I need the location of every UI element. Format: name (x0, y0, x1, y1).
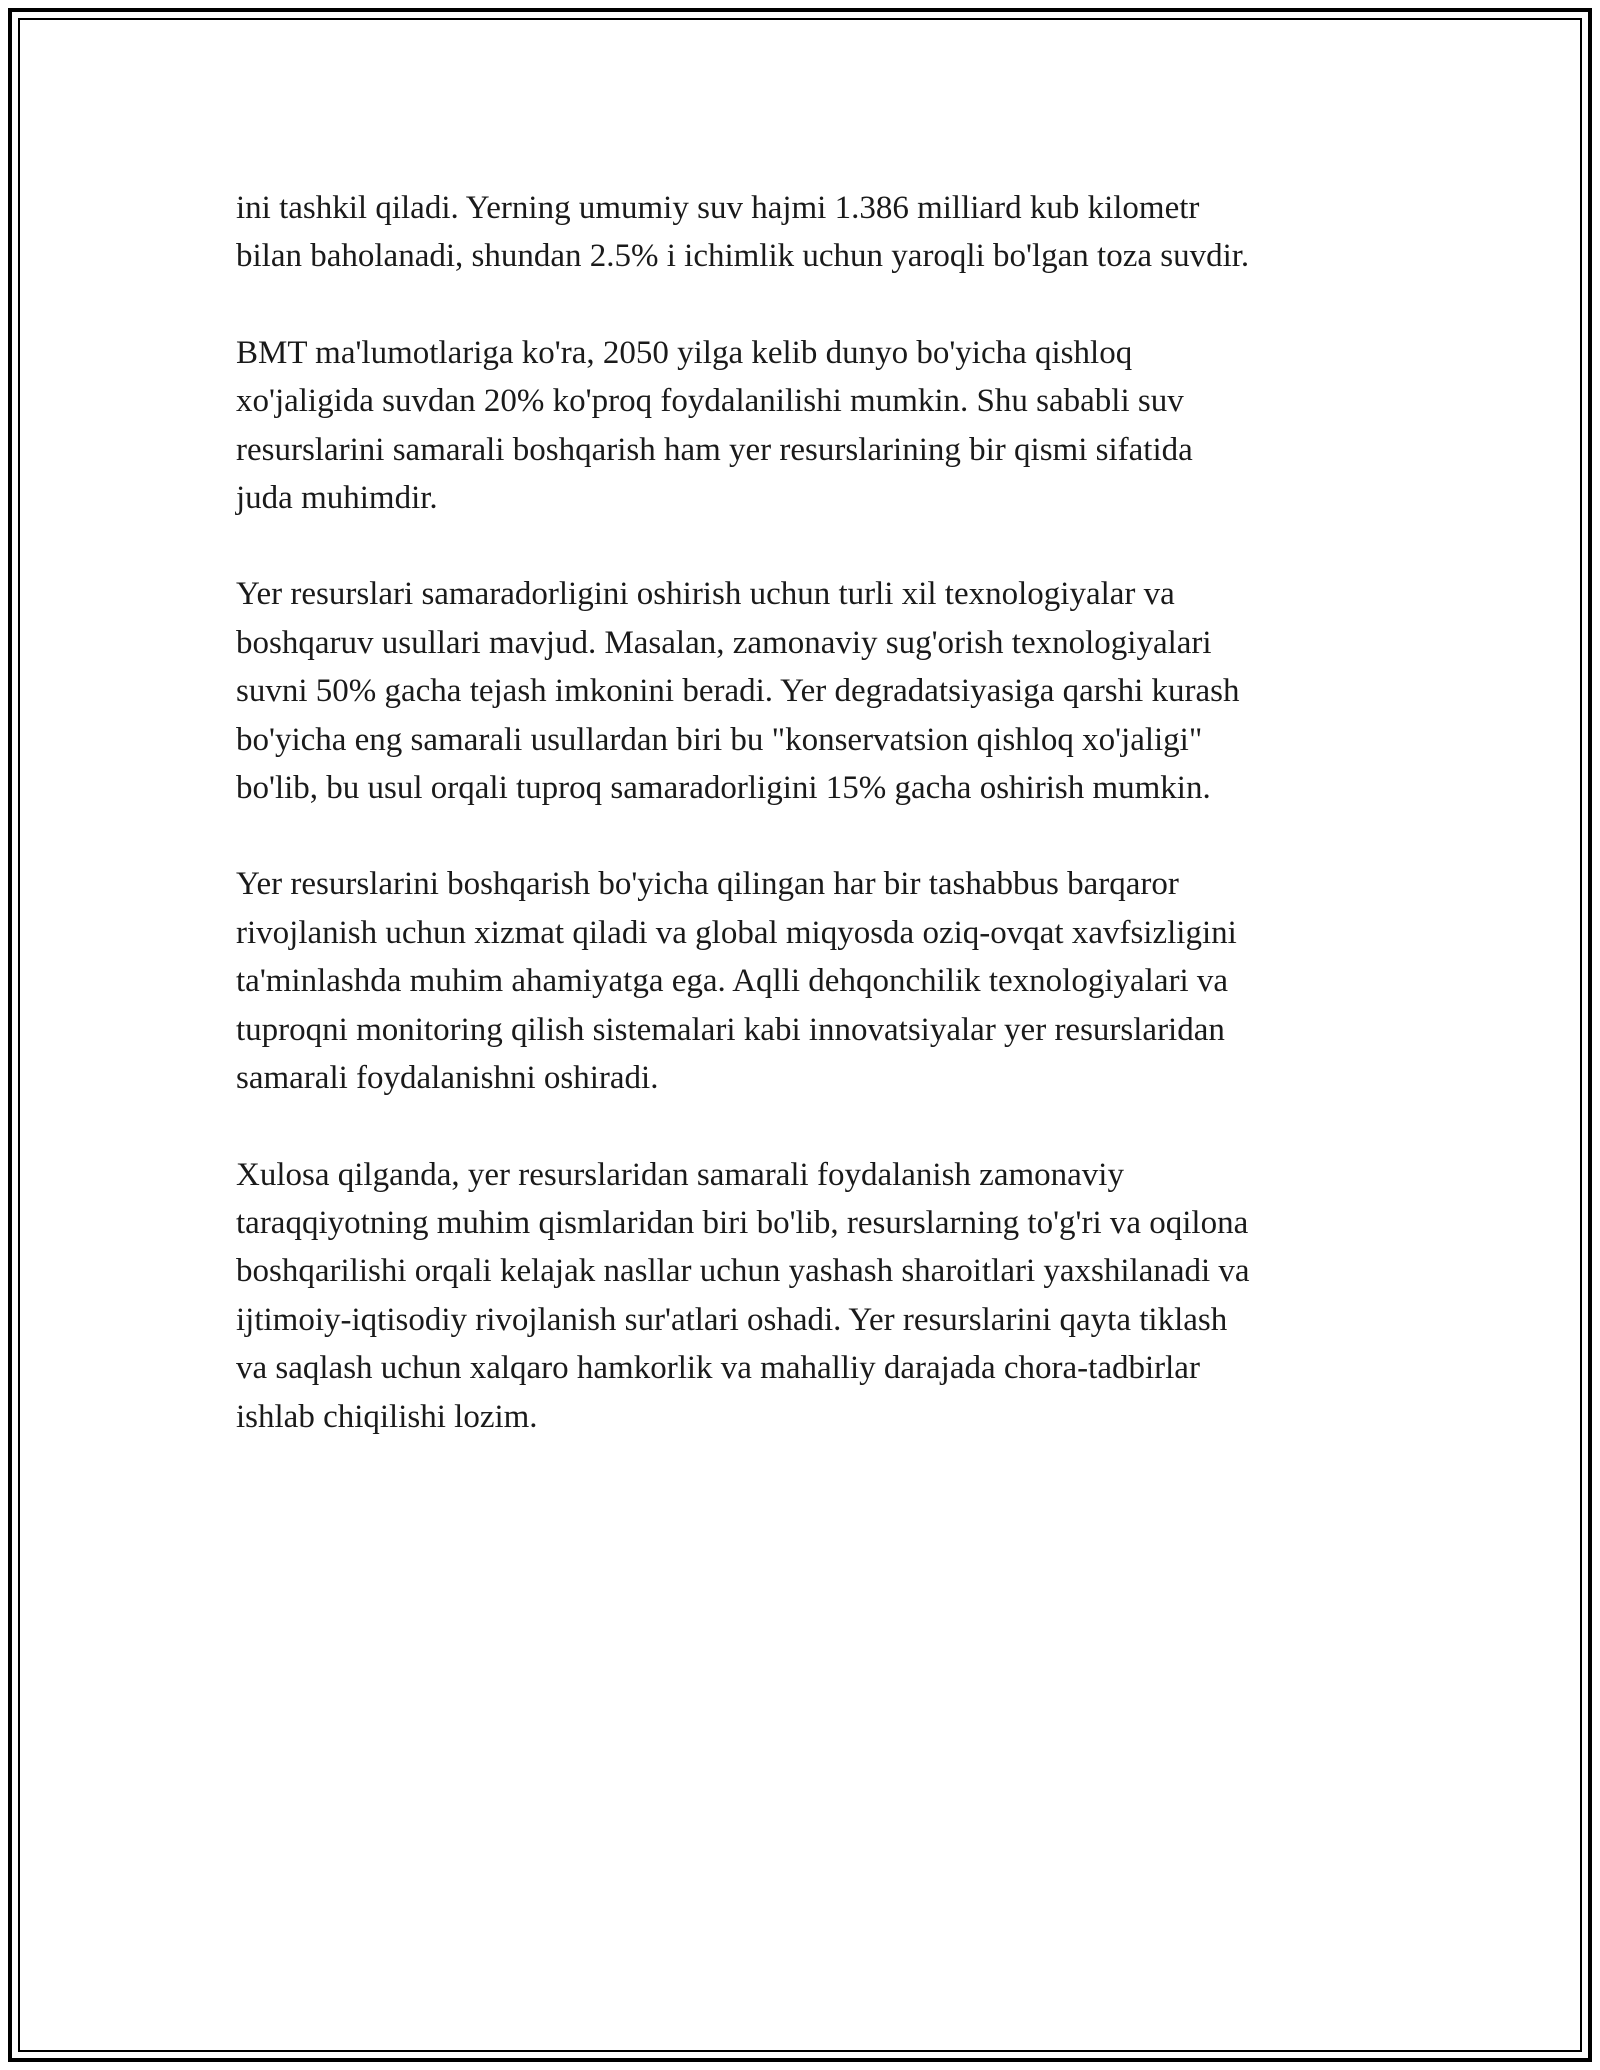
text-line: Xulosa qilganda, yer resurslaridan samarali foydalanish zamonaviy (236, 1156, 1124, 1193)
paragraph-2 (236, 329, 1376, 523)
document-body (236, 184, 1376, 1489)
paragraph-4 (236, 860, 1376, 1102)
text-line: ijtimoiy-iqtisodiy rivojlanish sur'atlari oshadi. Yer resurslarini qayta tiklash (236, 1301, 1228, 1338)
paragraph-5 (236, 1151, 1376, 1441)
text-line: boshqaruv usullari mavjud. Masalan, zamonaviy sug'orish texnologiyalari (236, 624, 1212, 661)
text-line: BMT ma'lumotlariga ko'ra, 2050 yilga kelib dunyo bo'yicha qishloq (236, 334, 1133, 371)
text-line: taraqqiyotning muhim qismlaridan biri bo'lib, resurslarning to'g'ri va oqilona (236, 1204, 1249, 1241)
text-line: resurslarini samarali boshqarish ham yer resurslarining bir qismi sifatida (236, 431, 1193, 468)
text-line: tuproqni monitoring qilish sistemalari kabi innovatsiyalar yer resurslaridan (236, 1011, 1225, 1048)
text-line: xo'jaligida suvdan 20% ko'proq foydalanilishi mumkin. Shu sababli suv (236, 383, 1184, 420)
text-line: va saqlash uchun xalqaro hamkorlik va mahalliy darajada chora-tadbirlar (236, 1350, 1200, 1387)
text-line: suvni 50% gacha tejash imkonini beradi. Yer degradatsiyasiga qarshi kurash (236, 673, 1240, 710)
text-line: Yer resurslarini boshqarish bo'yicha qilingan har bir tashabbus barqaror (236, 866, 1179, 903)
text-line: ini tashkil qiladi. Yerning umumiy suv hajmi 1.386 milliard kub kilometr (236, 190, 1200, 226)
text-line: boshqarilishi orqali kelajak nasllar uchun yashash sharoitlari yaxshilanadi va (236, 1253, 1250, 1290)
text-line: rivojlanish uchun xizmat qiladi va global miqyosda oziq-ovqat xavfsizligini (236, 914, 1237, 951)
text-line: bo'yicha eng samarali usullardan biri bu "konservatsion qishloq xo'jaligi" (236, 721, 1203, 758)
text-line: ta'minlashda muhim ahamiyatga ega. Aqlli dehqonchilik texnologiyalari va (236, 963, 1229, 1000)
text-line: bo'lib, bu usul orqali tuproq samaradorligini 15% gacha oshirish mumkin. (236, 770, 1211, 807)
paragraph-1 (236, 184, 1376, 281)
paragraph-3 (236, 570, 1376, 812)
text-line: samarali foydalanishni oshiradi. (236, 1060, 659, 1097)
text-line: juda muhimdir. (236, 480, 438, 517)
text-line: ishlab chiqilishi lozim. (236, 1398, 538, 1435)
text-line: bilan baholanadi, shundan 2.5% i ichimlik uchun yaroqli bo'lgan toza suvdir. (236, 238, 1250, 275)
text-line: Yer resurslari samaradorligini oshirish uchun turli xil texnologiyalar va (236, 576, 1175, 613)
